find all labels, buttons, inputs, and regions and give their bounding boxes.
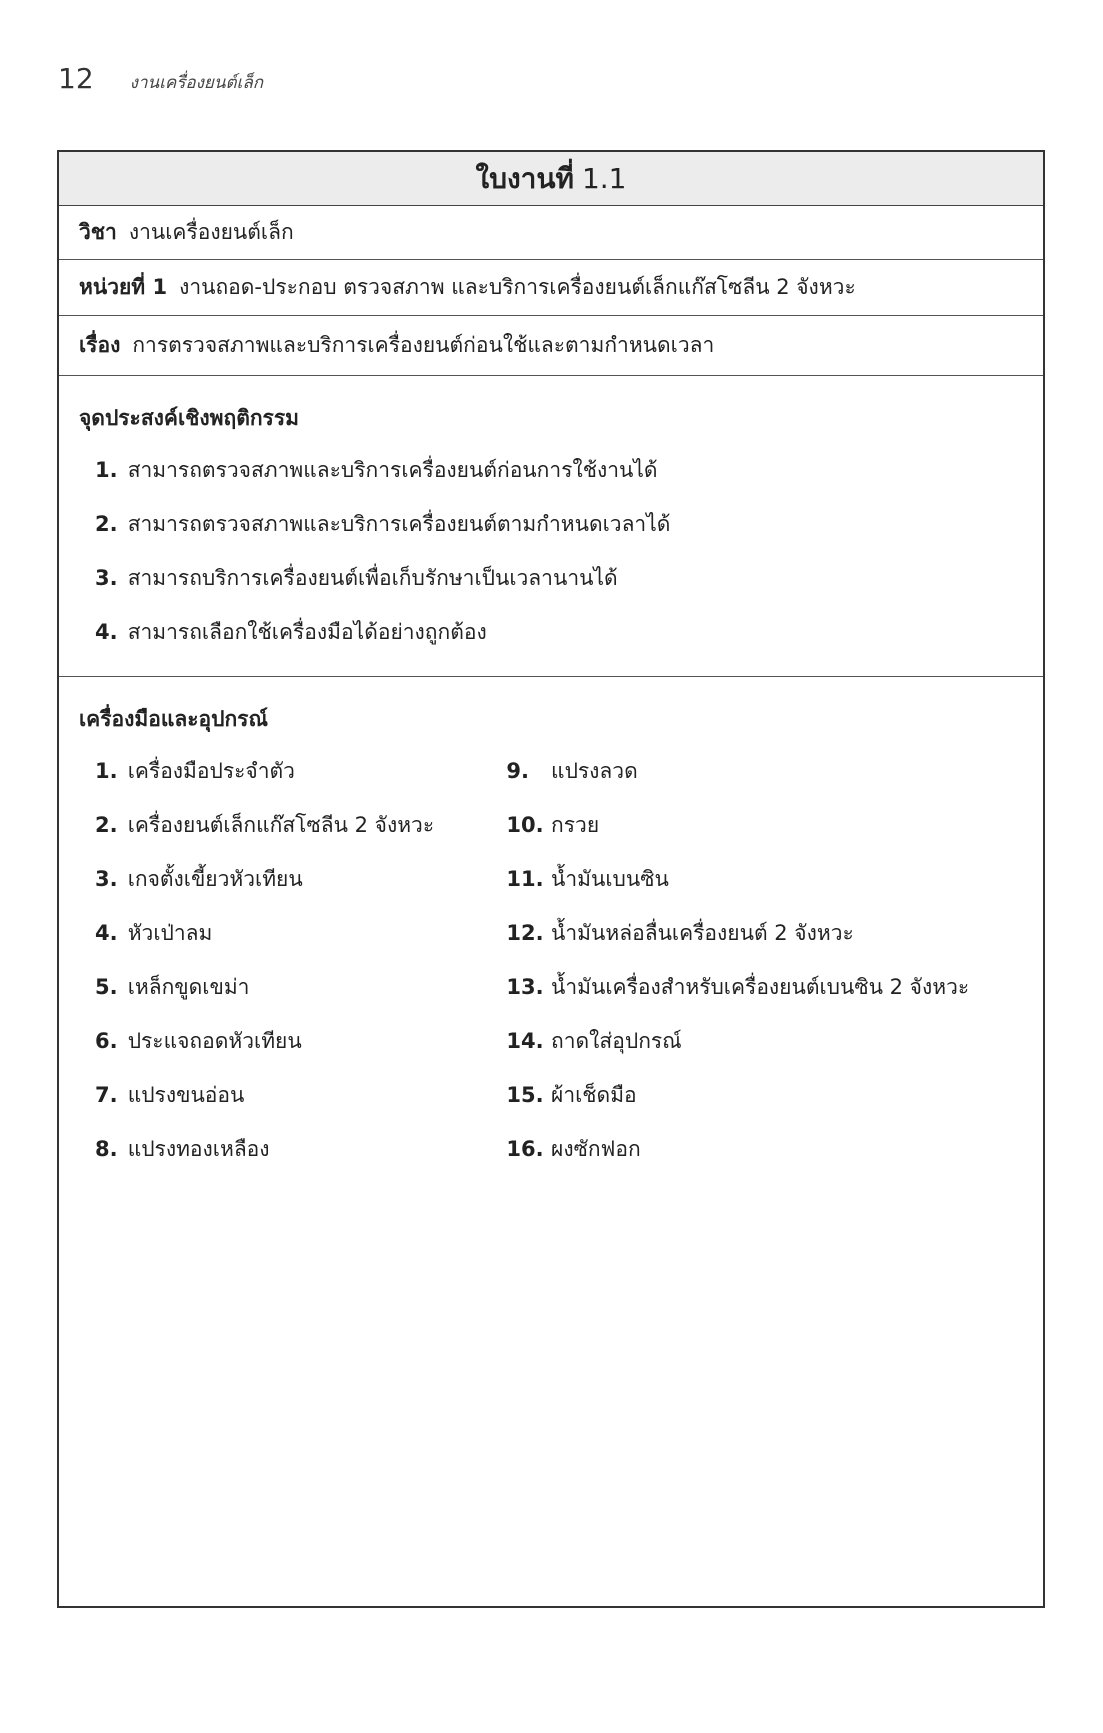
tool-text: น้ำมันหล่อลื่นเครื่องยนต์ 2 จังหวะ [551,921,854,945]
tool-number: 12. [506,921,544,945]
objective-number: 4. [95,620,118,644]
objective-number: 1. [95,458,118,482]
tool-item [95,750,506,804]
unit-value: งานถอด-ประกอบ ตรวจสภาพ และบริการเครื่องยนต์เล็กแก๊สโซลีน 2 จังหวะ [179,275,856,299]
tool-item [95,966,506,1020]
tool-number: 11. [506,867,544,891]
tool-text: หัวเป่าลม [127,921,213,945]
topic-row [59,316,1043,376]
tool-number: 8. [95,1137,118,1161]
tool-text: ประแจถอดหัวเทียน [127,1029,302,1053]
unit-label: หน่วยที่ 1 [79,275,168,299]
tool-text: น้ำมันเครื่องสำหรับเครื่องยนต์เบนซิน 2 จังหวะ [551,975,970,999]
tool-item [95,858,506,912]
subject-row [59,206,1043,260]
objective-text: สามารถเลือกใช้เครื่องมือได้อย่างถูกต้อง [127,620,487,644]
tool-number: 5. [95,975,118,999]
tool-item [506,804,1023,858]
tool-text: กรวย [551,813,600,837]
tools-heading: เครื่องมือและอุปกรณ์ [79,707,268,731]
tool-text: แปรงทองเหลือง [127,1137,270,1161]
tool-number: 14. [506,1029,544,1053]
tool-number: 1. [95,759,118,783]
subject-value: งานเครื่องยนต์เล็ก [128,220,294,244]
objectives-heading: จุดประสงค์เชิงพฤติกรรม [79,406,299,430]
objective-item [95,449,1023,503]
tool-text: เหล็กขูดเขม่า [127,975,250,999]
tool-text: เกจตั้งเขี้ยวหัวเทียน [127,867,303,891]
worksheet-box [57,150,1045,1608]
tool-text: ถาดใส่อุปกรณ์ [551,1029,682,1053]
objective-number: 3. [95,566,118,590]
tool-text: เครื่องมือประจำตัว [127,759,295,783]
tool-number: 9. [506,759,529,783]
objectives-list [79,449,1023,665]
tool-number: 16. [506,1137,544,1161]
tool-number: 15. [506,1083,544,1107]
tool-number: 6. [95,1029,118,1053]
tool-number: 2. [95,813,118,837]
tool-item [506,966,1023,1020]
tool-item [95,1128,506,1182]
tool-item [506,858,1023,912]
worksheet-title: ใบงานที่ [475,161,574,195]
tool-item [506,912,1023,966]
tool-item [95,1074,506,1128]
objective-item [95,557,1023,611]
objective-item [95,503,1023,557]
unit-row [59,260,1043,316]
worksheet-title-row [59,152,1043,206]
tool-item [95,912,506,966]
tool-item [95,804,506,858]
objective-number: 2. [95,512,118,536]
tool-item [506,1074,1023,1128]
subject-label: วิชา [79,220,117,244]
tool-number: 4. [95,921,118,945]
worksheet-number: 1.1 [581,162,627,195]
page-number: 12 [58,62,94,95]
objective-text: สามารถตรวจสภาพและบริการเครื่องยนต์ก่อนการใช้งานได้ [127,458,658,482]
tool-number: 10. [506,813,544,837]
tool-item [506,1020,1023,1074]
tool-item [95,1020,506,1074]
tool-item [506,1128,1023,1182]
tool-text: ผ้าเช็ดมือ [551,1083,637,1107]
tool-number: 7. [95,1083,118,1107]
tool-text: ผงซักฟอก [551,1137,641,1161]
tool-number: 13. [506,975,544,999]
objective-text: สามารถบริการเครื่องยนต์เพื่อเก็บรักษาเป็นเวลานานได้ [127,566,618,590]
topic-value: การตรวจสภาพและบริการเครื่องยนต์ก่อนใช้และตามกำหนดเวลา [132,333,715,357]
objectives-section [59,376,1043,677]
objective-item [95,611,1023,665]
topic-label: เรื่อง [79,333,121,357]
tools-section [59,677,1043,1182]
tools-list-right [506,750,1023,1182]
book-title: งานเครื่องยนต์เล็ก [129,73,264,93]
tool-text: เครื่องยนต์เล็กแก๊สโซลีน 2 จังหวะ [127,813,435,837]
tool-text: แปรงขนอ่อน [127,1083,245,1107]
page-header [58,62,263,102]
objective-text: สามารถตรวจสภาพและบริการเครื่องยนต์ตามกำหนดเวลาได้ [127,512,671,536]
tools-grid [79,750,1023,1182]
tool-number: 3. [95,867,118,891]
tools-list-left [95,750,506,1182]
tool-text: น้ำมันเบนซิน [551,867,669,891]
tool-item [506,750,1023,804]
tool-text: แปรงลวด [551,759,638,783]
